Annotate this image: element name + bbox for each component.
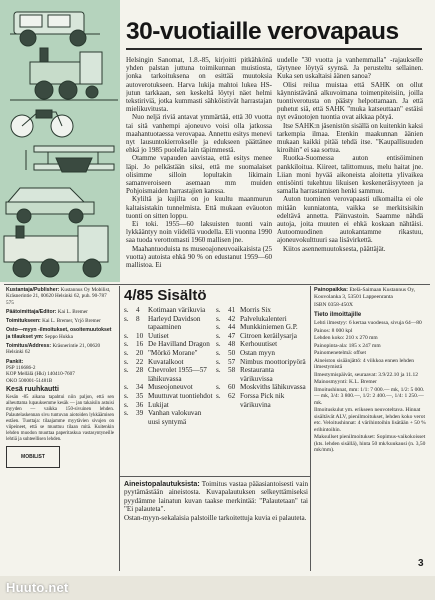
summer-notice-text: Kesän -85 aikana tapahtui niin paljon, että sen aiheuttama lupauksemme kesäk — jan takaisiin astuisi myyden — vaikka 150-sivuinen lehden. Palautelaskennan sivu tuntuvan aiotoiden lykkäämisen estäen. Tuottaja: tilaajamme myytävien sivujen on viipeineet, että se muuttuu tilaan mitä. Kuitenkin lehden muodon muuttaa paperitaskua vastasyntyneille lehtiä ja suhteellisen lehden. bbox=[6, 395, 114, 442]
contents-item-title: Kuvatalkoot bbox=[148, 357, 184, 366]
contents-page-prefix: s. bbox=[124, 340, 129, 349]
advertiser-info-row: Lehti ilmestyy: 6 kertaa vuodessa, sivuja 64—80 bbox=[314, 320, 422, 326]
contents-page-number: 34 bbox=[136, 383, 144, 392]
contents-item bbox=[124, 383, 214, 392]
contents-page-prefix: s. bbox=[216, 340, 221, 349]
locomotive-icon bbox=[10, 48, 118, 100]
contents-item-title: Chevrolet 1955—57 lähikuvassa bbox=[148, 366, 207, 383]
address-text: Kräsnerintie 21, 00620 Helsinki 62 bbox=[6, 343, 101, 356]
ads-label: Osto—myyn -ilmoitukset, osoitemuutokset ja tilaukset ym: bbox=[6, 327, 112, 340]
summer-notice-title: Kesä ruuhkautti bbox=[6, 385, 59, 393]
contents-item-title: Harleyd Davidson tapaaminen bbox=[148, 314, 201, 332]
classic-car-icon bbox=[6, 188, 94, 223]
contents-page-number: 50 bbox=[228, 348, 236, 357]
contents-page-prefix: s. bbox=[216, 314, 221, 323]
paragraph: Ruotka-Suomessa auton entisöiminen pankkiloitua. Kiireet, talittomuus, melu haitat jne. Liian moni hyvää aikoneista aloitetta ylivaikea entisöinti tukehtuu likuisen keskeneräisyyteen ja samalla harrastamisen henki sammuu. bbox=[277, 154, 423, 196]
submissions-note-label: Aineistopalautuksista: bbox=[124, 480, 200, 488]
contents-item bbox=[124, 332, 214, 341]
contents-page-number: 10 bbox=[136, 331, 144, 340]
column-divider bbox=[310, 286, 311, 571]
contents-page-prefix: s. bbox=[216, 357, 221, 366]
advertiser-info-title: Tieto ilmoittajille bbox=[314, 311, 362, 318]
paragraph: Helsingin Sanomat, 1.8.-85, kirjoitti pitkähkönä yhden palstan juttuna toimikunnan muistiosta, jonka tarkoituksena on esittää muutoksia autoverotukseen. Harva lukija mahtoi lukea HS-jutun tarkkaan, sen keskeltä löytyi näet helmi tekstiriviä, jotka kummasti sähköistivät harrastajan mielikuvitusta. bbox=[126, 56, 272, 114]
contents-page-number: 16 bbox=[136, 340, 144, 349]
section-divider bbox=[120, 476, 310, 477]
advertiser-info-row: Lehden koko: 210 x 270 mm bbox=[314, 335, 378, 341]
contents-item-title: "Mörkö Morane" bbox=[148, 348, 198, 357]
publisher-text: Kustannus Oy Mobilist, Kräsnerintie 21, 00620 Helsinki 62, puh. 90-787 575 bbox=[6, 287, 111, 306]
advertiser-info-row: Painos: 8 000 kpl bbox=[314, 327, 353, 334]
contents-page-number: 41 bbox=[228, 306, 236, 314]
submissions-note-text: Toimitus vastaa pääasiantoisesti vain pyytämästään aineistosta. Kuvapalautuksen selkeyttämiseksi pyydämme lainatun kuvan taakse merkintää: "Palautetaan" tai "Ei palauteta". bbox=[124, 480, 308, 514]
contents-page-prefix: s. bbox=[216, 383, 221, 392]
contents-item bbox=[216, 323, 308, 332]
editors-block bbox=[6, 318, 114, 324]
masthead bbox=[6, 287, 114, 468]
contents-item-title: Nimbus moottoripyörä bbox=[240, 357, 306, 366]
contents-item-title: Palvelukalenteri bbox=[240, 314, 287, 323]
bank-block bbox=[6, 359, 114, 384]
contents-page-number: 42 bbox=[228, 314, 236, 323]
editor-label: Päätoimittaja/Editor: bbox=[6, 308, 57, 315]
contents-page-number: 44 bbox=[228, 323, 236, 332]
page-number: 3 bbox=[418, 558, 424, 569]
contents-item-title: Restauranta värikuvissa bbox=[240, 366, 274, 383]
motorcycle-icon bbox=[11, 110, 73, 137]
paragraph: Auton tuominen verovapaasti ulkomailta ei ole mitään kunniatonta, vaikka se merkitsisikin edeltävä annetta. Päinvastoin. Saamme nähdä autoja, joita muuten ei ehkä koskaan nähtäisi. Autoomuodinen autokantamme rikastuu, ajoneuvokulttuuri saa lisävirkettä. bbox=[277, 195, 423, 245]
advertiser-info-row: Aineiston sisäänjättö: 4 viikkoa ennen lehden ilmestymistä bbox=[314, 357, 415, 370]
contents-page-number: 4 bbox=[136, 306, 140, 314]
vintage-car-icon bbox=[10, 12, 100, 46]
paragraph: Otamme vapauden aavistaa, että esitys menee läpi. Jo pelkästään siksi, että me suomalaiset olisimme silloin lopultakin likimain samanveroiseen asemaan mm muiden Pohjoismaiden harrastajien kanssa. bbox=[126, 154, 272, 196]
contents-item bbox=[124, 366, 214, 383]
contents-page-prefix: s. bbox=[124, 383, 129, 392]
contents-page-prefix: s. bbox=[124, 357, 129, 366]
article-column-2 bbox=[277, 56, 423, 282]
advertiser-info-row: Ilmoitushinnat, mm: 1/1: 7 000.— mk, 1/2: 5 000.— mk, 3/4: 3 800.—, 1/2: 2 400.—, 1/4: 1 250.— mk. bbox=[314, 386, 425, 406]
paragraph: Maahantuoduista ns museoajoneuvoaikaisista (25 vuotta) autoista ehkä 90 % on edustanut 1959—60 mallistoa. Ei bbox=[126, 244, 272, 270]
steam-train-icon bbox=[4, 226, 108, 277]
contents-item bbox=[216, 366, 308, 383]
contents-item bbox=[216, 332, 308, 341]
print-info bbox=[314, 287, 426, 455]
contents-page-number: 22 bbox=[136, 357, 144, 366]
advertiser-info-row: Painopinta-ala: 185 x 247 mm bbox=[314, 342, 381, 349]
contents-item bbox=[124, 340, 214, 349]
contents-item bbox=[216, 340, 308, 349]
contents-item bbox=[216, 358, 308, 367]
contents-page-number: 8 bbox=[136, 314, 140, 323]
editors-label: Toimitukseen: bbox=[6, 318, 41, 325]
address-block bbox=[6, 343, 114, 356]
contents-page-number: 47 bbox=[228, 331, 236, 340]
press-text: Etelä-Saimaan Kustannus Oy, Kouvolanka 3, 53501 Lappeenranta bbox=[314, 287, 416, 300]
contents-item bbox=[124, 409, 214, 426]
ads-text: Seppo Hukka bbox=[44, 333, 73, 340]
contents-item bbox=[216, 392, 308, 409]
advertiser-info-row: Ilmestymispäivät, seuraavat: 3.9/22.10 ja 11.12 bbox=[314, 371, 418, 378]
submissions-note bbox=[124, 480, 308, 522]
contents-item bbox=[216, 306, 308, 315]
contents-item-title: Morris Six bbox=[240, 306, 271, 314]
contents-page-prefix: s. bbox=[124, 306, 129, 314]
contents-item bbox=[124, 392, 214, 401]
issn: ISBN 0358-450X bbox=[314, 302, 353, 308]
contents-page-number: 35 bbox=[136, 391, 144, 400]
press-block bbox=[314, 287, 426, 300]
editor-block bbox=[6, 309, 114, 315]
advertiser-info-row: Painomenetelmä: offset bbox=[314, 350, 366, 356]
contents-item-title: Ostan myyn bbox=[240, 348, 275, 357]
contents-item-title: Vanhan valokuvan uusi syntymä bbox=[148, 409, 202, 426]
airplane-icon bbox=[26, 146, 114, 172]
section-divider bbox=[4, 284, 430, 285]
paragraph: Nuo neljä riviä antavat ymmärtää, että 30 vuotta tai sitä vanhempi ajoneuvo voisi olla jatkossa maahantuotaessa verovapaa. Annettu esitys menevi nyt lausuntokierrokselle ja edukseen päättänee ehkä jo 1985 puolella lain täpimmestä. bbox=[126, 113, 272, 155]
contents-page-number: 36 bbox=[136, 400, 144, 409]
contents-item-title: Citroen keräilysarja bbox=[240, 331, 297, 340]
advertiser-info-row: Ilmoituskulut ym. erikseen neuvoteltava. Hinnat sisältävät ALV, pienilmoitukset, lehden koko verot etc. Veloitushinnat: 4 värihintoihin lisätään + 50 % erihintoihin. bbox=[314, 407, 426, 433]
paragraph: uudelle "30 vuotta ja vanhemmalla" -rajaukselle täytynee löytyä syynsä. Ja perusteltu sellainen. Kuka sen uskaltaisi äänen sanoa? bbox=[277, 56, 423, 81]
paragraph: Kiitos asennemuutoksesta, päättäjät. bbox=[283, 244, 386, 253]
contents-page-number: 62 bbox=[228, 391, 236, 400]
contents-page-number: 57 bbox=[228, 357, 236, 366]
contents-item bbox=[124, 315, 214, 332]
contents-item bbox=[124, 401, 214, 410]
bank-account: OKO 500001-51481B bbox=[6, 377, 53, 384]
paragraph: Kyliltä ja kujilta on jo kuultu maanmurun kaltaisistakin tunnelmista. Että mukaan eväuoton tuonti on sitten loppu. bbox=[126, 195, 272, 220]
contents-list-right bbox=[216, 306, 308, 409]
contents-page-prefix: s. bbox=[124, 366, 129, 375]
contents-page-prefix: s. bbox=[124, 348, 129, 357]
ads-block bbox=[6, 327, 114, 340]
submissions-note-text-2: Ostan-myyn-sekalaisia palstoille tarkoitettuja kuvia ei palauteta. bbox=[124, 513, 307, 522]
contents-page-prefix: s. bbox=[216, 391, 221, 400]
contents-item-title: Kerhouutiset bbox=[240, 340, 278, 349]
contents-page-number: 60 bbox=[228, 383, 236, 392]
logo-text: MOBILIST bbox=[21, 454, 45, 461]
contents-page-number: 28 bbox=[136, 366, 144, 375]
contents-list-left bbox=[124, 306, 214, 426]
contents-page-prefix: s. bbox=[124, 391, 129, 400]
article-headline: 30-vuotiaille verovapaus bbox=[126, 18, 399, 45]
press-label: Painopaikka: bbox=[314, 287, 348, 293]
contents-item-title: Uutiset bbox=[148, 331, 169, 340]
headline-rule bbox=[126, 48, 422, 50]
contents-page-prefix: s. bbox=[216, 331, 221, 340]
contents-page-prefix: s. bbox=[124, 400, 129, 409]
bank-account: KOP Mellälä (Hki) 140410-7607 bbox=[6, 371, 75, 378]
contents-page-prefix: s. bbox=[124, 314, 129, 323]
illustration-strip bbox=[0, 0, 120, 282]
contents-title: 4/85 Sisältö bbox=[124, 287, 207, 304]
contents-page-number: 39 bbox=[136, 409, 144, 418]
watermark-text: Huuto.net bbox=[6, 580, 69, 595]
advertiser-info-row: Mainosmyynti: K.L. Bremer bbox=[314, 379, 377, 385]
article-column-1 bbox=[126, 56, 272, 282]
paragraph: Olisi reilua muistaa että SAHK on ollut käynnistävänä alkuvoimana toimenpiteisiin, joilla tuontiverotusta on päästy helpottamaan. Ja että puhetut siä, että SAHK "muka katseuttaan" estäisi nyt eväuotojen tuontia ovat aikkaa pötyä. bbox=[277, 80, 423, 122]
contents-item-title: Kotimaan värikuvia bbox=[148, 306, 206, 314]
contents-page-prefix: s. bbox=[216, 323, 221, 332]
contents-page-prefix: s. bbox=[124, 331, 129, 340]
contents-item-title: De Havilland Dragon bbox=[148, 340, 210, 349]
contents-page-prefix: s. bbox=[216, 366, 221, 375]
paragraph: Itse SAHK:n jäsenistön sisällä on kuitenkin kaksi tarkempia ilmaa. Etenkin maakunnan äänien mukaan kaikki pitää tehdä itse. "Kaupallisuuden kiroihin" ei saa sortua. bbox=[277, 121, 423, 155]
editors-text: Kai L. Bremer, Yrjö Bremer bbox=[42, 318, 101, 325]
publisher-logo bbox=[6, 446, 60, 468]
bank-label: Pankit: bbox=[6, 358, 24, 365]
contents-page-prefix: s. bbox=[124, 409, 129, 418]
contents-page-prefix: s. bbox=[216, 306, 221, 314]
contents-page-number: 20 bbox=[136, 348, 144, 357]
contents-item bbox=[124, 306, 214, 315]
contents-page-number: 48 bbox=[228, 340, 236, 349]
contents-page-prefix: s. bbox=[216, 348, 221, 357]
publisher-block bbox=[6, 287, 114, 306]
contents-item bbox=[216, 349, 308, 358]
contents-item bbox=[124, 349, 214, 358]
contents-item bbox=[124, 358, 214, 367]
contents-item-title: Museojoneuvot bbox=[148, 383, 193, 392]
contents-item-title: Muuttuvat tuontiehdot bbox=[148, 391, 213, 400]
vintage-vehicles-illustration bbox=[0, 0, 120, 282]
contents-item-title: Munkkiniemen G.P. bbox=[240, 323, 298, 332]
publisher-label: Kustantaja/Publisher: bbox=[6, 287, 60, 293]
address-label: Toimitus/Address: bbox=[6, 343, 52, 350]
paragraph: Ei toki. 1955—60 laksuisten tuonti vain lykkääntyy noin viidellä vuodella. Eli vuonna 1990 saa tuoda verottomasti 1960 mallisen jne. bbox=[126, 220, 272, 245]
bank-account: PSP 116686-2 bbox=[6, 364, 36, 371]
column-divider bbox=[119, 286, 120, 571]
contents-page-number: 58 bbox=[228, 366, 236, 375]
contents-item bbox=[216, 315, 308, 324]
advertiser-info-row: Maksullset pienilmoitukset: Sopimus-vaikokoisset (kts. lehden sisällä), hinta 50 mk/kuukausi (n. 3,50 mk/mm). bbox=[314, 434, 426, 453]
contents-item-title: Forssa Pick nik värikuvina bbox=[240, 391, 285, 409]
contents-item-title: Lukijat bbox=[148, 400, 169, 409]
contents-item bbox=[216, 383, 308, 392]
contents-item-title: Moskviths lähikuvassa bbox=[240, 383, 306, 392]
editor-text: Kai L. Bremer bbox=[57, 308, 88, 315]
